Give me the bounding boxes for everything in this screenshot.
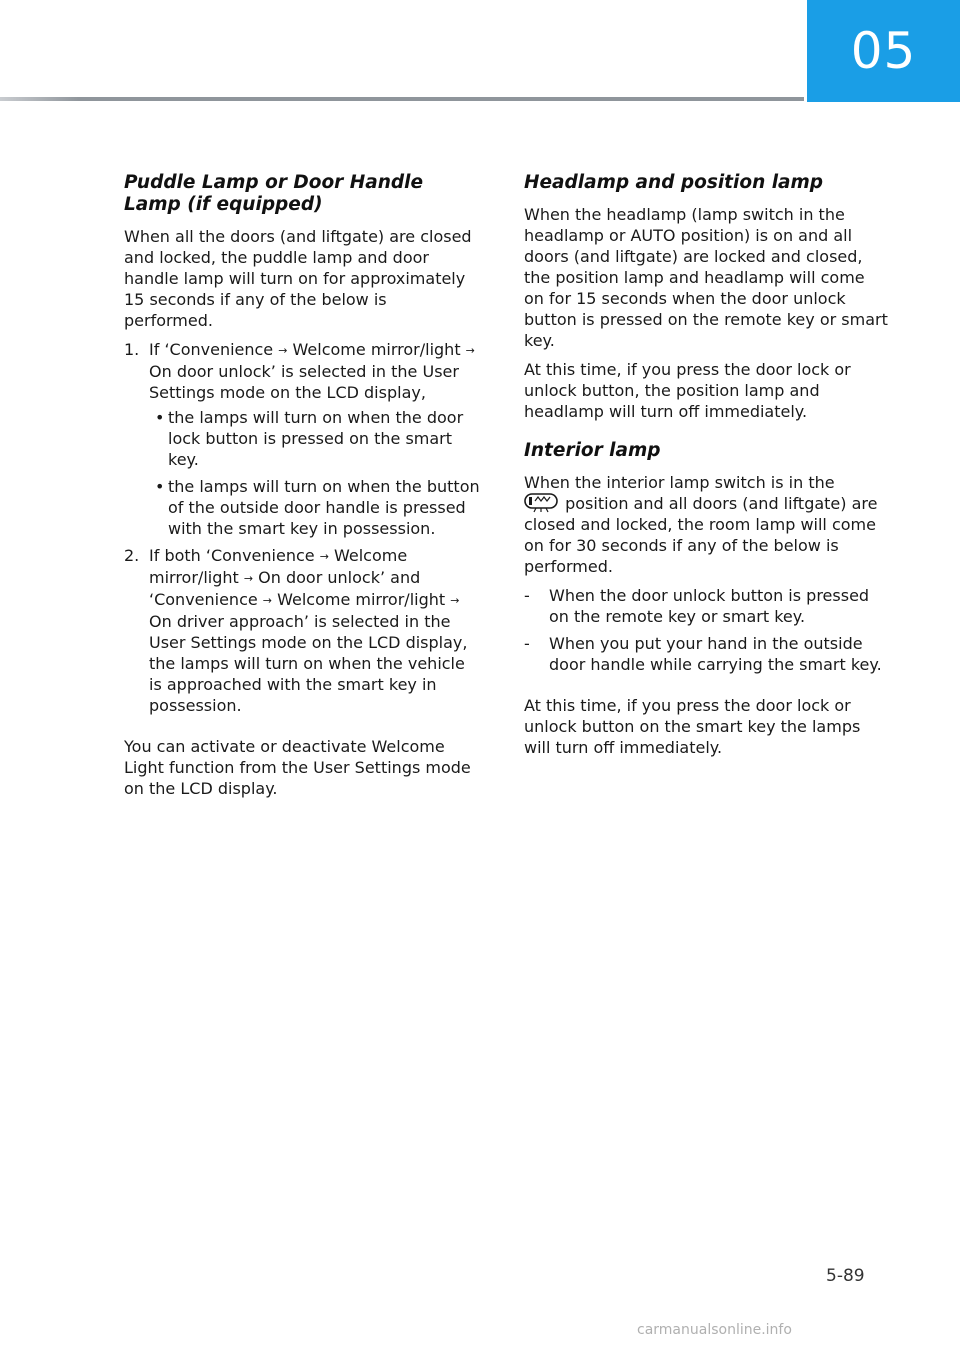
dash-icon: - <box>524 586 530 605</box>
puddle-lamp-list <box>124 339 480 716</box>
bullet-icon: • <box>155 408 165 427</box>
header-rule <box>0 97 804 101</box>
list-item: - When the door unlock button is pressed on the remote key or smart key. <box>524 586 870 626</box>
bullet-list <box>149 407 480 539</box>
list-item: 1. If ‘Convenience → Welcome mirror/light → On door unlock’ is selected in the User Settings mode on the LCD display, • the lamps will turn on when the door lock button is pressed on the smart key. • the lamps will turn on when the button of the outside door handle is pressed with the smart key in possession. <box>124 340 480 538</box>
headlamp-paragraph: When the headlamp (lamp switch in the headlamp or AUTO position) is on and all doors (and liftgate) are locked and closed, the position lamp and headlamp will come on for 15 seconds when the door unlock button is pressed on the remote key or smart key. <box>524 205 888 350</box>
list-item: 2. If both ‘Convenience → Welcome mirror/light → On door unlock’ and ‘Convenience → Welcome mirror/light → On driver approach’ is selected in the User Settings mode on the LCD display, the lamps will turn on when the vehicle is approached with the smart key in possession. <box>124 546 468 715</box>
interior-lamp-paragraph: When the interior lamp switch is in the position and all doors (and liftgate) are closed and locked, the room lamp will come on for 30 seconds if any of the below is performed. <box>524 473 878 576</box>
interior-lamp-heading: Interior lamp <box>524 440 661 461</box>
list-item: - When you put your hand in the outside door handle while carrying the smart key. <box>524 634 882 674</box>
arrow-icon: → <box>319 550 329 563</box>
arrow-icon: → <box>450 594 460 607</box>
arrow-icon: → <box>243 572 254 585</box>
interior-lamp-outro: At this time, if you press the door lock or unlock button on the smart key the lamps will turn off immediately. <box>524 696 861 757</box>
watermark: carmanualsonline.info <box>637 1322 792 1338</box>
left-column <box>124 172 480 807</box>
page-number: 5-89 <box>826 1266 865 1286</box>
right-column <box>524 172 888 766</box>
arrow-icon: → <box>465 344 475 357</box>
puddle-lamp-outro: You can activate or deactivate Welcome Light function from the User Settings mode on the LCD display. <box>124 737 471 798</box>
puddle-lamp-heading: Puddle Lamp or Door Handle Lamp (if equipped) <box>124 172 423 215</box>
list-item: • the lamps will turn on when the door lock button is pressed on the smart key. <box>155 408 464 469</box>
chapter-tab: 05 <box>807 0 960 102</box>
puddle-lamp-intro: When all the doors (and liftgate) are closed and locked, the puddle lamp and door handle lamp will turn on for approximately 15 seconds if any of the below is performed. <box>124 227 472 330</box>
bullet-icon: • <box>155 477 165 496</box>
list-item: • the lamps will turn on when the button of the outside door handle is pressed with the smart key in possession. <box>155 477 480 538</box>
arrow-icon: → <box>278 344 288 357</box>
headlamp-paragraph-2: At this time, if you press the door lock or unlock button, the position lamp and headlamp will turn off immediately. <box>524 360 851 421</box>
dash-icon: - <box>524 634 530 653</box>
arrow-icon: → <box>262 594 273 607</box>
door-lamp-icon <box>524 493 558 513</box>
headlamp-heading: Headlamp and position lamp <box>524 172 824 193</box>
interior-lamp-list <box>524 585 888 675</box>
